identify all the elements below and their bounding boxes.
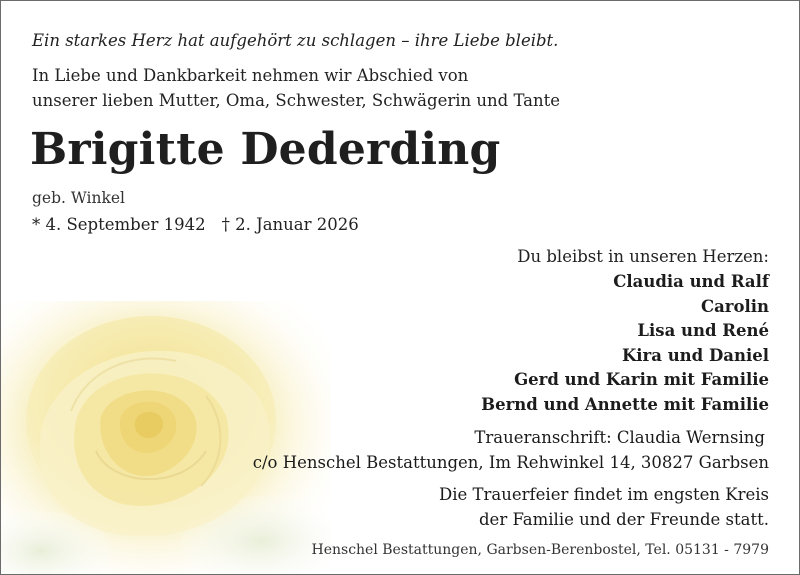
signature-name: Claudia und Ralf — [613, 272, 769, 291]
signature-name: Kira und Daniel — [621, 346, 769, 365]
intro-line-1: In Liebe und Dankbarkeit nehmen wir Abschied von — [32, 66, 469, 85]
life-dates — [32, 215, 359, 234]
signature-name: Lisa und René — [637, 321, 769, 340]
mourning-address-line-2: c/o Henschel Bestattungen, Im Rehwinkel 14, 30827 Garbsen — [252, 453, 769, 472]
maiden-name: geb. Winkel — [32, 189, 125, 207]
undertaker-footer: Henschel Bestattungen, Garbsen-Berenbostel, Tel. 05131 - 7979 — [311, 542, 769, 558]
signatures-intro: Du bleibst in unseren Herzen: — [517, 247, 769, 266]
mourning-address-line-1: Traueranschrift: Claudia Wernsing — [474, 428, 765, 447]
funeral-note-line-1: Die Trauerfeier findet im engsten Kreis — [439, 485, 769, 504]
signature-name: Carolin — [700, 297, 769, 316]
rose-image — [1, 301, 331, 575]
signature-name: Gerd und Karin mit Familie — [514, 370, 769, 389]
intro-line-2: unserer lieben Mutter, Oma, Schwester, Schwägerin und Tante — [32, 91, 561, 110]
motto-text: Ein starkes Herz hat aufgehört zu schlagen – ihre Liebe bleibt. — [32, 31, 559, 50]
death-date: † 2. Januar 2026 — [221, 215, 359, 234]
deceased-name: Brigitte Dederding — [30, 124, 501, 175]
signature-name: Bernd und Annette mit Familie — [481, 395, 769, 414]
funeral-note-line-2: der Familie und der Freunde statt. — [479, 510, 769, 529]
birth-date: * 4. September 1942 — [32, 215, 206, 234]
